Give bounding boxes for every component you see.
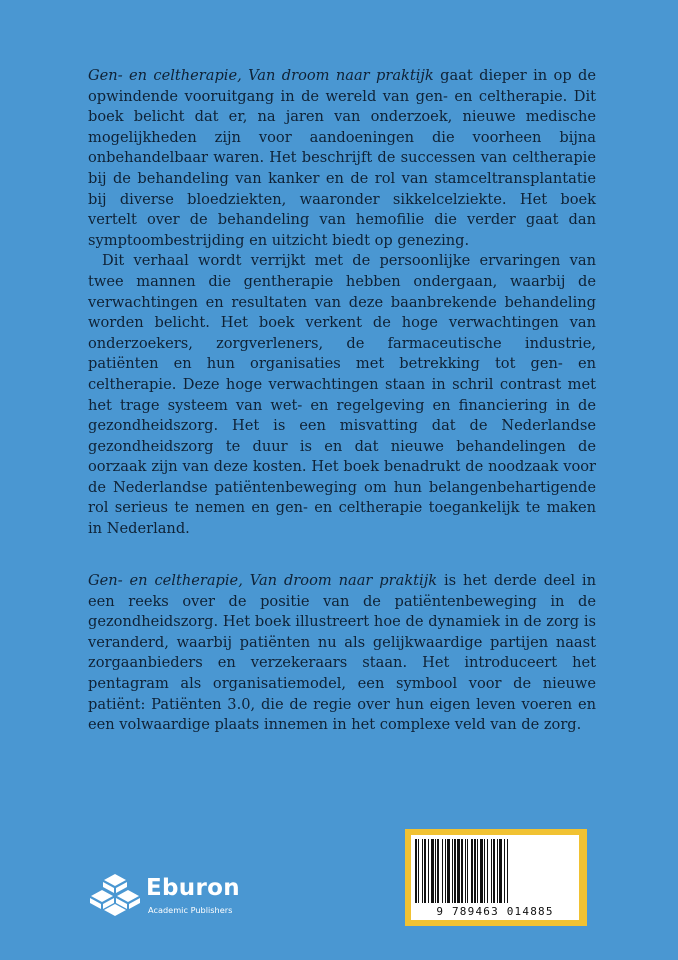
back-cover-series-note <box>88 571 596 736</box>
paragraph-series-text: is het derde deel in een reeks over de positie van de patiëntenbeweging in de gezondheidszorg. Het boek illustreert hoe de dynamiek in de zorg is veranderd, waarbij patiënten nu als gelijkwaardige partijen naast zorgaanbieders en verzekeraars staan. Het introduceert het pentagram als organisatiemodel, een symbool voor de nieuwe patiënt: Patiënten 3.0, die de regie over hun eigen leven voeren en een volwaardige plaats innemen in het complexe veld van de zorg. <box>88 572 596 734</box>
publisher-name: Eburon <box>146 875 240 901</box>
publisher-logo <box>90 873 290 923</box>
book-title-italic: Gen- en celtherapie, Van droom naar praktijk <box>88 572 438 589</box>
stacked-cubes-icon <box>90 873 140 919</box>
paragraph-intro <box>88 66 596 251</box>
back-cover-description <box>88 66 596 540</box>
barcode-label <box>411 835 579 920</box>
paragraph-experiences: Dit verhaal wordt verrijkt met de persoonlijke ervaringen van twee mannen die gentherapie hebben ondergaan, waarbij de verwachtingen en resultaten van deze baanbrekende behandeling worden belicht. Het boek verkent de hoge verwachtingen van onderzoekers, zorgverleners, de farmaceutische industrie, patiënten en hun organisaties met betrekking tot gen- en celtherapie. Deze hoge verwachtingen staan in schril contrast met het trage systeem van wet- en regelgeving en financiering in de gezondheidszorg. Het is een misvatting dat de Nederlandse gezondheidszorg te duur is en dat nieuwe behandelingen de oorzaak zijn van deze kosten. Het boek benadrukt de noodzaak voor de Nederlandse patiëntenbeweging om hun belangenbehartigende rol serieus te nemen en gen- en celtherapie toegankelijk te maken in Nederland. <box>88 252 596 538</box>
book-title-italic: Gen- en celtherapie, Van droom naar praktijk <box>88 67 434 84</box>
isbn-number: 9 789463 014885 <box>436 905 554 918</box>
publisher-subtitle: Academic Publishers <box>148 905 233 915</box>
paragraph-series <box>88 571 596 736</box>
barcode-bars <box>415 839 575 903</box>
isbn-barcode <box>405 829 587 926</box>
paragraph-intro-text: gaat dieper in op de opwindende vooruitgang in de wereld van gen- en celtherapie. Dit boek belicht dat er, na jaren van onderzoek, nieuwe medische mogelijkheden zijn voor aandoeningen die voorheen bijna onbehandelbaar waren. Het beschrijft de successen van celtherapie bij de behandeling van kanker en de rol van stamceltransplantatie bij diverse bloedziekten, waaronder sikkelcelziekte. Het boek vertelt over de behandeling van hemofilie die verder gaat dan symptoombestrijding en uitzicht biedt op genezing. <box>88 67 597 249</box>
